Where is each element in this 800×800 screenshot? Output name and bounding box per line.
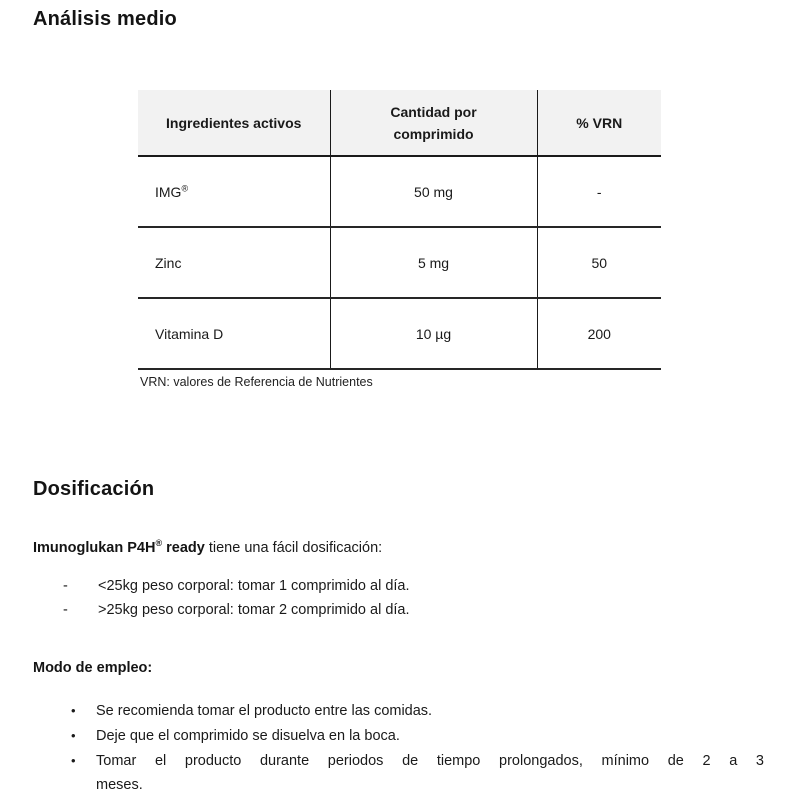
analysis-table-block: [138, 90, 661, 389]
table-header-row: [138, 90, 661, 156]
header-ingredientes: [138, 90, 330, 156]
dosage-item-text: >25kg peso corporal: tomar 2 comprimido al día.: [98, 602, 410, 618]
bullet-marker: •: [71, 753, 76, 768]
dosificacion-heading: Dosificación: [33, 478, 155, 500]
dosificacion-intro: [33, 538, 382, 558]
usage-item-line2: meses.: [96, 777, 143, 793]
analysis-table: [138, 90, 661, 370]
cell-vrn: -: [537, 156, 661, 227]
list-item: [33, 749, 764, 797]
list-item: [33, 724, 764, 748]
table-row: [138, 298, 661, 369]
bullet-marker: •: [71, 728, 76, 743]
usage-item-text: [96, 749, 764, 797]
ingredient-name: IMG: [155, 183, 182, 200]
list-item: [33, 699, 764, 723]
list-item: [33, 598, 764, 622]
cell-amount: 50 mg: [330, 156, 537, 227]
intro-text: tiene una fácil dosificación:: [204, 540, 383, 556]
cell-ingredient: [138, 156, 330, 227]
usage-list: [33, 699, 764, 798]
cell-amount: 10 µg: [330, 298, 537, 369]
product-name: Imunoglukan P4H: [33, 540, 156, 556]
dosage-list: [33, 574, 764, 622]
product-name-suffix: ready: [162, 540, 205, 556]
modo-heading: Modo de empleo:: [33, 660, 153, 676]
cell-amount: 5 mg: [330, 227, 537, 298]
table-row: [138, 156, 661, 227]
bullet-marker: •: [71, 703, 76, 718]
usage-item-text: Se recomienda tomar el producto entre las comidas.: [96, 703, 433, 719]
cell-vrn: 50: [537, 227, 661, 298]
header-cantidad-label: Cantidad por comprimido: [390, 103, 477, 142]
table-footnote: VRN: valores de Referencia de Nutrientes: [140, 375, 373, 389]
header-ingredientes-label: Ingredientes activos: [166, 114, 302, 131]
page-title: Análisis medio: [33, 8, 177, 30]
table-row: [138, 227, 661, 298]
dash-marker: -: [63, 602, 68, 618]
dosage-item-text: <25kg peso corporal: tomar 1 comprimido al día.: [98, 578, 410, 594]
usage-item-line1: Tomar el producto durante periodos de tiempo prolongados, mínimo de 2 a 3: [96, 753, 764, 769]
cell-ingredient: Zinc: [138, 227, 330, 298]
cell-ingredient: Vitamina D: [138, 298, 330, 369]
dash-marker: -: [63, 578, 68, 594]
registered-mark: ®: [181, 182, 189, 193]
header-vrn-label: % VRN: [576, 114, 623, 131]
cell-vrn: 200: [537, 298, 661, 369]
usage-item-text: Deje que el comprimido se disuelva en la boca.: [96, 728, 400, 744]
registered-mark: ®: [155, 538, 163, 549]
list-item: [33, 574, 764, 598]
header-cantidad: [330, 90, 537, 156]
header-vrn: [537, 90, 661, 156]
